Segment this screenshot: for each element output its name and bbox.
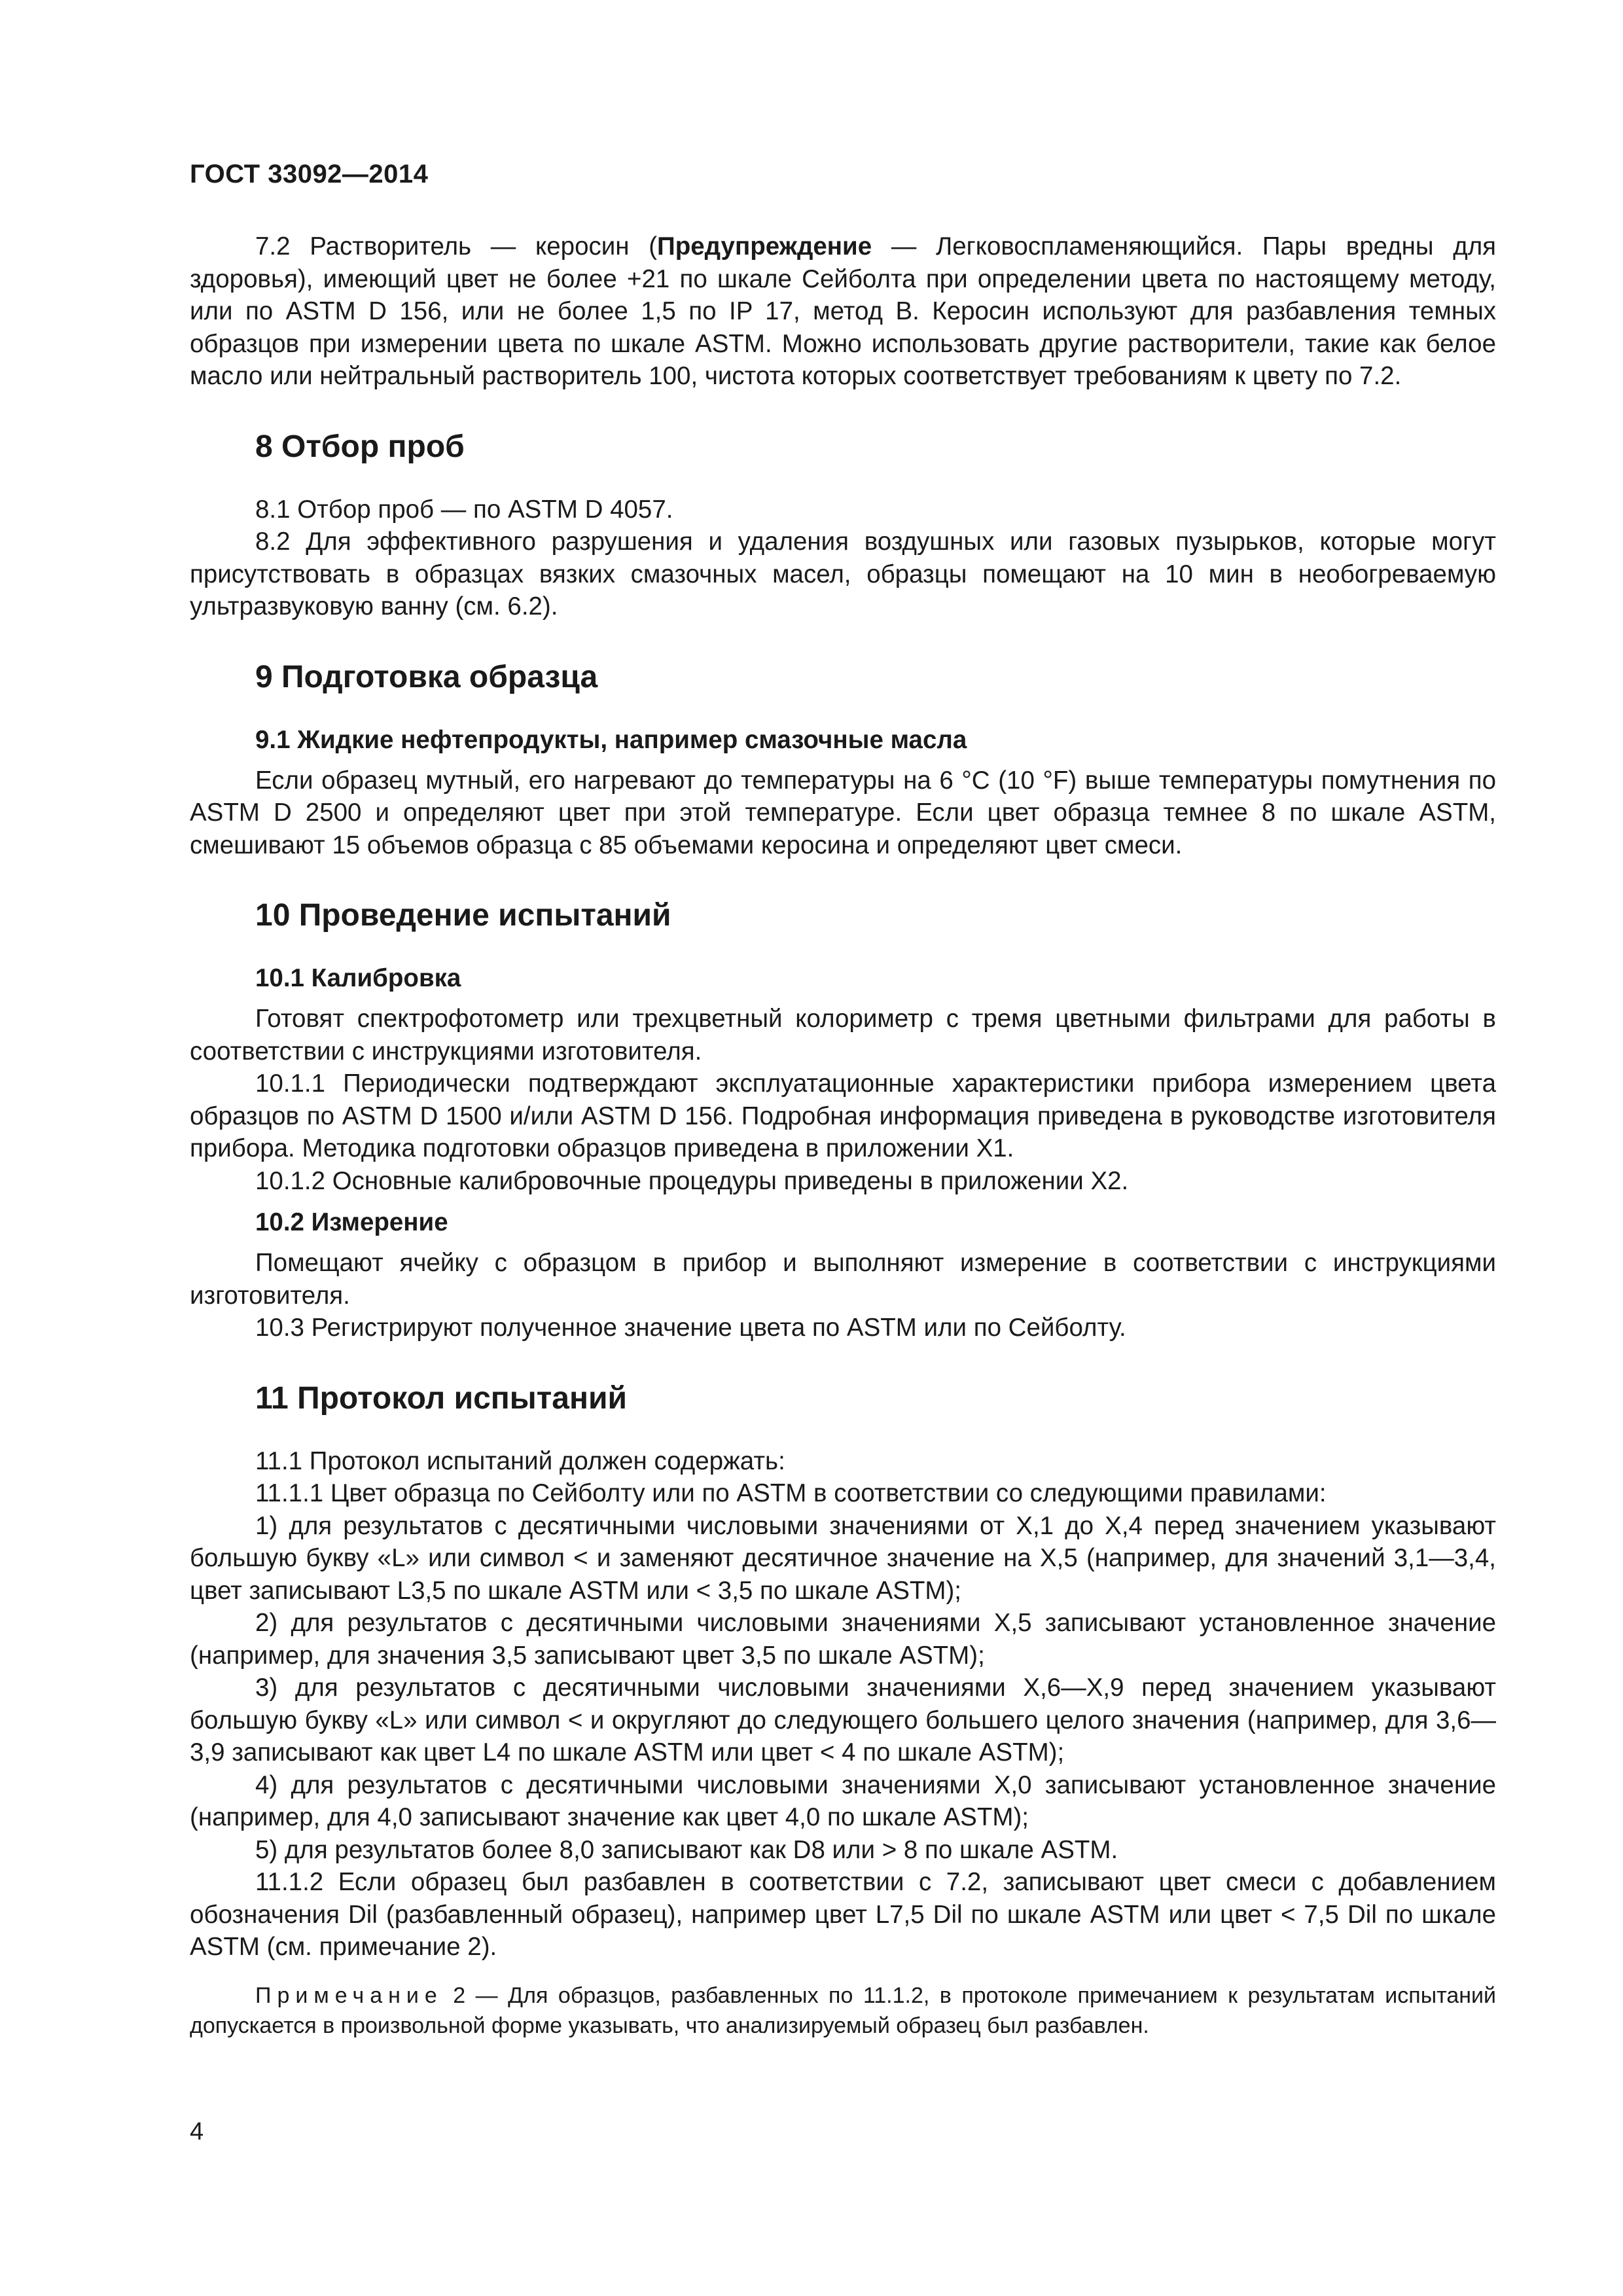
warning-label: Предупреждение: [657, 232, 872, 260]
list-item-4: 4) для результатов с десятичными числовыми значениями X,0 записывают установленное значение (например, для 4,0 записывают значение как цвет 4,0 по шкале ASTM);: [190, 1770, 1496, 1831]
paragraph-7-2-start: 7.2 Растворитель — керосин (: [255, 232, 658, 260]
paragraph-8-2: 8.2 Для эффективного разрушения и удаления воздушных или газовых пузырьков, которые могут присутствовать в образцах вязких смазочных масел, образцы помещают на 10 мин в необогреваемую ультразвуковую ванну (см. 6.2).: [190, 528, 1496, 620]
subsection-10-2-title: 10.2 Измерение: [255, 1208, 448, 1236]
list-item-1: 1) для результатов с десятичными числовыми значениями от X,1 до X,4 перед значением указывают большую букву «L» или символ < и заменяют десятичное значение на X,5 (например, для значений 3,1—3,4, цвет записывают L3,5 по шкале ASTM или < 3,5 по шкале ASTM);: [190, 1511, 1496, 1605]
paragraph-10-1-2: 10.1.2 Основные калибровочные процедуры приведены в приложении X2.: [255, 1166, 1129, 1195]
paragraph-10-2: Помещают ячейку с образцом в прибор и выполняют измерение в соответствии с инструкциями изготовителя.: [190, 1249, 1496, 1310]
page-number: 4: [190, 2118, 204, 2145]
paragraph-10-3: 10.3 Регистрируют полученное значение цвета по ASTM или по Сейболту.: [255, 1314, 1126, 1342]
paragraph-11-1: 11.1 Протокол испытаний должен содержать:: [255, 1446, 785, 1475]
section-11-title: 11 Протокол испытаний: [255, 1380, 627, 1416]
note-label: Примечание: [255, 1982, 443, 2008]
list-item-2: 2) для результатов с десятичными числовыми значениями X,5 записывают установленное значение (например, для значения 3,5 записывают цвет 3,5 по шкале ASTM);: [190, 1609, 1496, 1670]
paragraph-7-2-rest: — Легковоспламеняющийся. Пары вредны для здоровья), имеющий цвет не более +21 по шкале Сейболта при определении цвета по настоящему методу, или по ASTM D 156, или не более 1,5 по IP 17, метод В. Керосин используют для разбавления темных образцов при измерении цвета по шкале ASTM. Можно использовать другие растворители, такие как белое масло или нейтральный растворитель 100, чистота которых соответствует требованиям к цвету по 7.2.: [190, 232, 1497, 390]
paragraph-8-1: 8.1 Отбор проб — по ASTM D 4057.: [255, 495, 673, 524]
paragraph-11-1-1: 11.1.1 Цвет образца по Сейболту или по ASTM в соответствии со следующими правилами:: [255, 1479, 1327, 1507]
subsection-10-1-title: 10.1 Калибровка: [255, 964, 461, 992]
section-9-title: 9 Подготовка образца: [255, 659, 598, 694]
paragraph-10-1-1: 10.1.1 Периодически подтверждают эксплуатационные характеристики прибора измерением цвета образцов по ASTM D 1500 и/или ASTM D 156. Подробная информация приведена в руководстве изготовителя прибора. Методика подготовки образцов приведена в приложении X1.: [190, 1069, 1496, 1162]
document-body: [190, 230, 1496, 2041]
paragraph-11-1-2: 11.1.2 Если образец был разбавлен в соответствии с 7.2, записывают цвет смеси с добавлением обозначения Dil (разбавленный образец), например цвет L7,5 Dil по шкале ASTM или цвет < 7,5 Dil по шкале ASTM (см. примечание 2).: [190, 1868, 1496, 1961]
list-item-3: 3) для результатов с десятичными числовыми значениями X,6—X,9 перед значением указывают большую букву «L» или символ < и округляют до следующего большего целого значения (например, для 3,6—3,9 записывают как цвет L4 по шкале ASTM или цвет < 4 по шкале ASTM);: [190, 1674, 1496, 1767]
section-8-title: 8 Отбор проб: [255, 429, 465, 464]
note-text: 2 — Для образцов, разбавленных по 11.1.2, в протоколе примечанием к результатам испытаний допускается в произвольной форме указывать, что анализируемый образец был разбавлен.: [190, 1982, 1496, 2038]
paragraph-10-1: Готовят спектрофотометр или трехцветный колориметр с тремя цветными фильтрами для работы в соответствии с инструкциями изготовителя.: [190, 1005, 1496, 1066]
paragraph-7-2: [190, 230, 1496, 393]
document-header: ГОСТ 33092—2014: [190, 160, 429, 188]
subsection-9-1-title: 9.1 Жидкие нефтепродукты, например смазочные масла: [255, 725, 967, 754]
section-10-title: 10 Проведение испытаний: [255, 898, 671, 933]
paragraph-9-1: Если образец мутный, его нагревают до температуры на 6 °С (10 °F) выше температуры помутнения по ASTM D 2500 и определяют цвет при этой температуре. Если цвет образца темнее 8 по шкале ASTM, смешивают 15 объемов образца с 85 объемами керосина и определяют цвет смеси.: [190, 766, 1496, 859]
note-2: [190, 1981, 1496, 2041]
list-item-5: 5) для результатов более 8,0 записывают как D8 или > 8 по шкале ASTM.: [255, 1835, 1118, 1864]
